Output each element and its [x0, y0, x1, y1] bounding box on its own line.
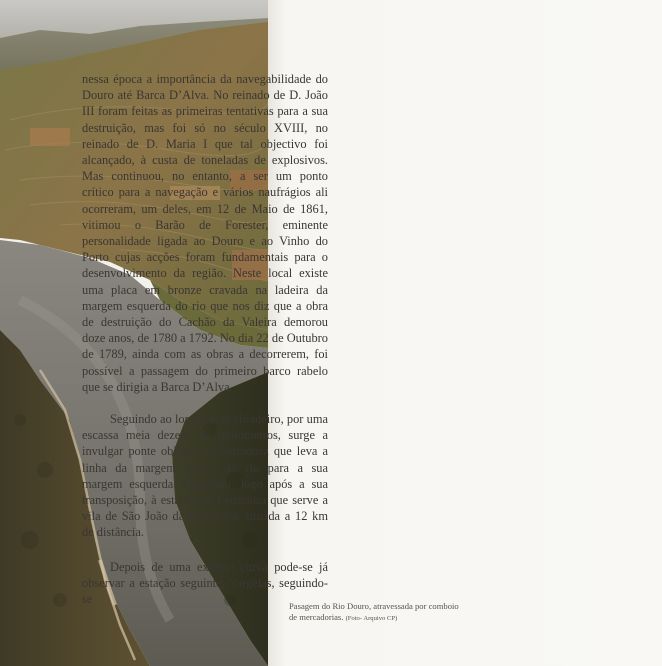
paragraph-1: nessa época a importância da navegabilidade do Douro até Barca D’Alva. No reinado de D. João III foram feitas as primeiras tentativas para a sua destruição, mas foi só no século XVIII, no reinado de D. Maria I que tal objectivo foi alcançado, à custa de toneladas de explosivos. Mas continuou, no entanto, a ser um ponto crítico para a navegação e vários naufrágios ali ocorreram, um deles, em 12 de Maio de 1861, vitimou o Barão de Forester, eminente personalidade ligada ao Douro e ao Vinho do Porto cujas acções foram fundamentais para o desenvolvimento da região. Neste local existe uma placa em bronze cravada na ladeira da margem esquerda do rio que nos diz que a obra de destruição do Cachão da Valeira demorou doze anos, de 1780 a 1792. No dia 22 de Outubro de 1789, ainda com as obras a decorrerem, foi possível a passagem do primeiro barco rabelo que se dirigia a Barca D’Alva.	[82, 72, 328, 394]
paragraph-2: Seguindo ao longo do desfiladeiro, por uma escassa meia dezena de quilómetros, surge a invulgar ponte oblíqua da Ferradosa que leva a linha da margem direita do rio para a sua margem esquerda, chegando, logo após a sua transposição, à estação de Ferradosa que serve a vila de São João da Pesqueira, situada a 12 km de distância.	[82, 412, 328, 540]
paragraph-3: Depois de uma extensa curva pode-se já observar a estação seguinte, Vargelas, seguindo-se	[82, 559, 328, 607]
photo-credit: (Foto- Arquivo CP)	[345, 615, 398, 622]
photo-caption	[289, 601, 459, 624]
article-body	[82, 71, 328, 607]
caption-text: Pasagem do Rio Douro, atravessada por comboio de mercadorias.	[289, 601, 459, 622]
